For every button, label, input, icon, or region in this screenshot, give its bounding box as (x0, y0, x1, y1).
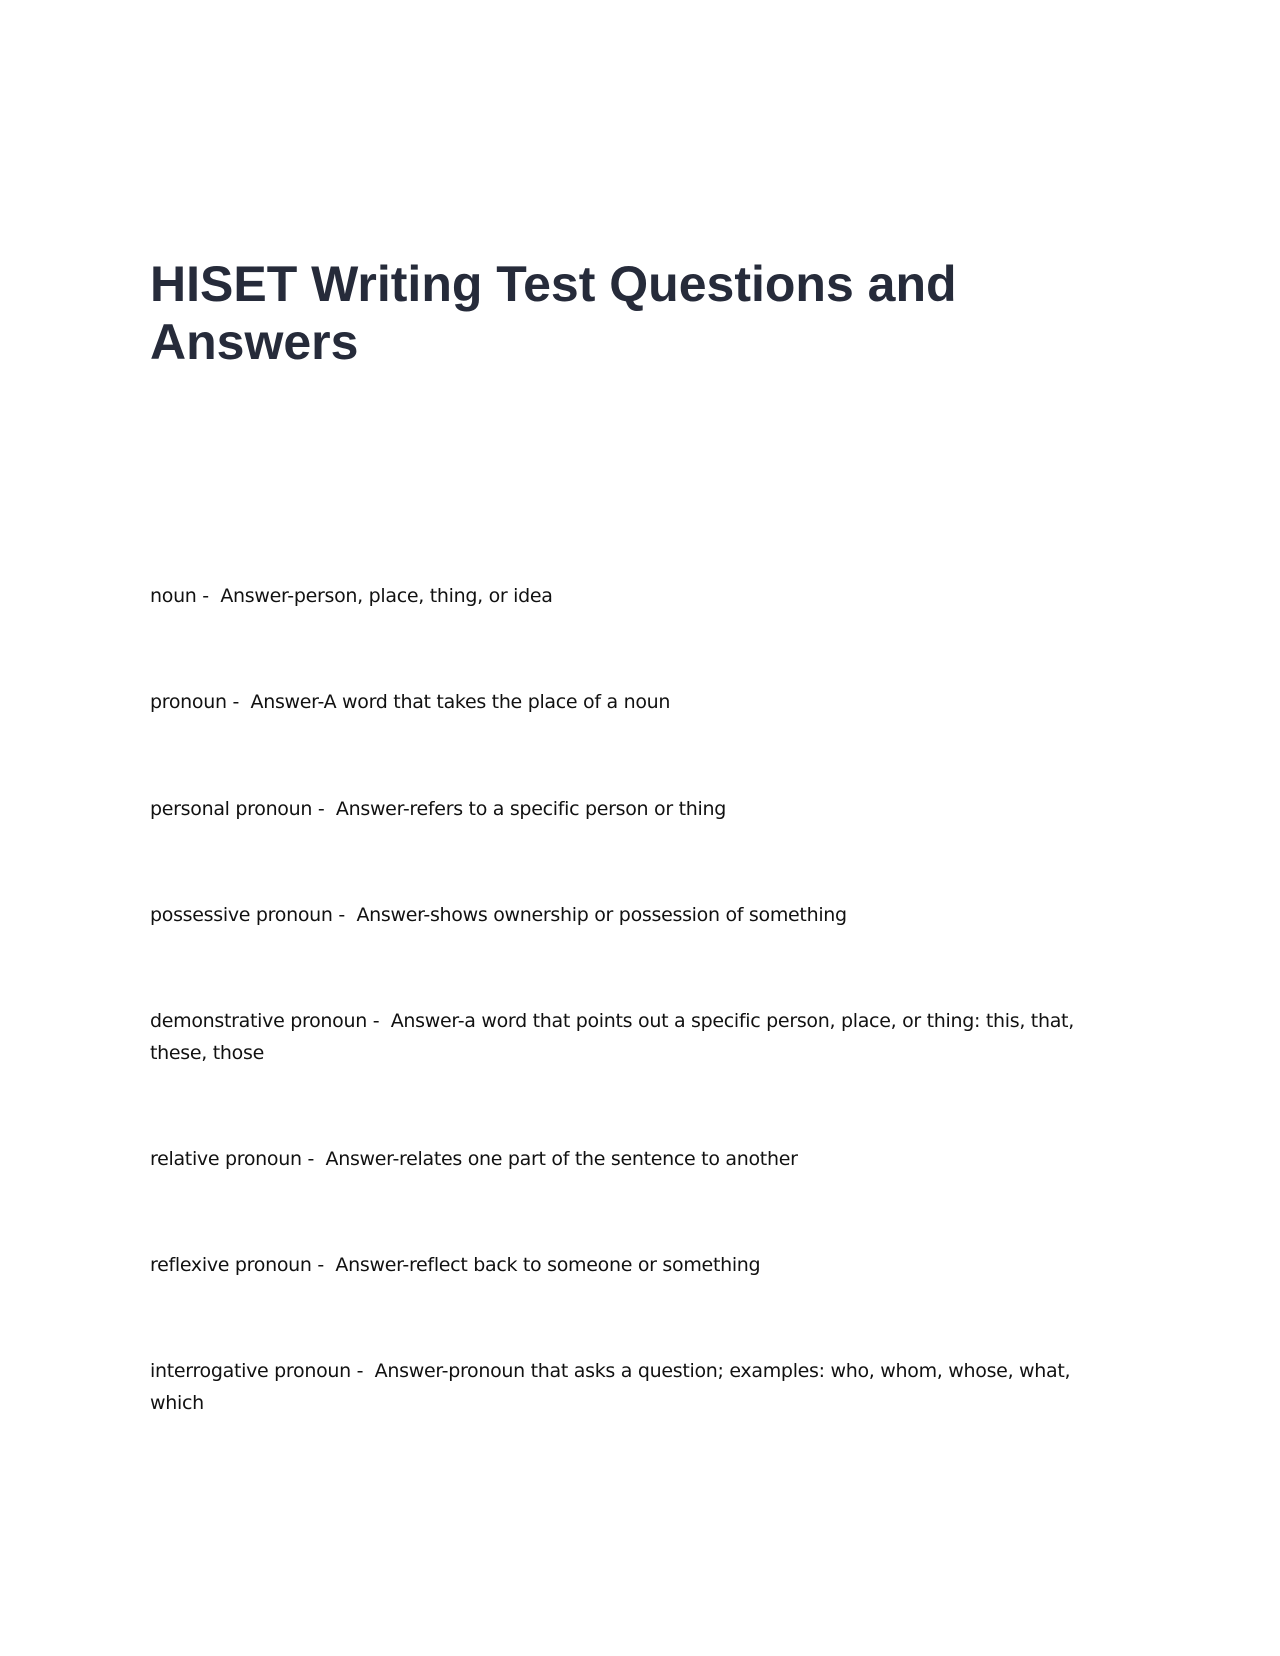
qa-item-personal-pronoun (150, 793, 1110, 825)
qa-term: possessive pronoun - (150, 904, 357, 926)
qa-item-possessive-pronoun (150, 899, 1110, 931)
qa-item-demonstrative-pronoun (150, 1005, 1110, 1069)
qa-item-interrogative-pronoun (150, 1355, 1110, 1419)
qa-item-noun (150, 580, 1110, 612)
qa-term: pronoun - (150, 691, 251, 713)
qa-term: relative pronoun - (150, 1148, 326, 1170)
qa-item-relative-pronoun (150, 1143, 1110, 1175)
qa-item-pronoun (150, 686, 1110, 718)
qa-term: personal pronoun - (150, 798, 336, 820)
qa-answer: Answer-refers to a specific person or thing (335, 798, 726, 820)
qa-answer: Answer-A word that takes the place of a noun (250, 691, 671, 713)
qa-answer: Answer-shows ownership or possession of something (356, 904, 847, 926)
qa-item-reflexive-pronoun (150, 1249, 1110, 1281)
document-title: HISET Writing Test Questions and Answers (150, 256, 957, 370)
qa-answer: Answer-reflect back to someone or something (335, 1254, 761, 1276)
qa-answer: Answer-pronoun that asks a question; examples: who, whom, whose, what, which (150, 1360, 1071, 1414)
qa-term: reflexive pronoun - (150, 1254, 336, 1276)
qa-answer: Answer-relates one part of the sentence to another (325, 1148, 798, 1170)
qa-term: noun - (150, 585, 221, 607)
qa-answer: Answer-person, place, thing, or idea (220, 585, 553, 607)
qa-term: interrogative pronoun - (150, 1360, 375, 1382)
qa-answer: Answer-a word that points out a specific person, place, or thing: this, that, these, those (150, 1010, 1074, 1064)
qa-term: demonstrative pronoun - (150, 1010, 391, 1032)
